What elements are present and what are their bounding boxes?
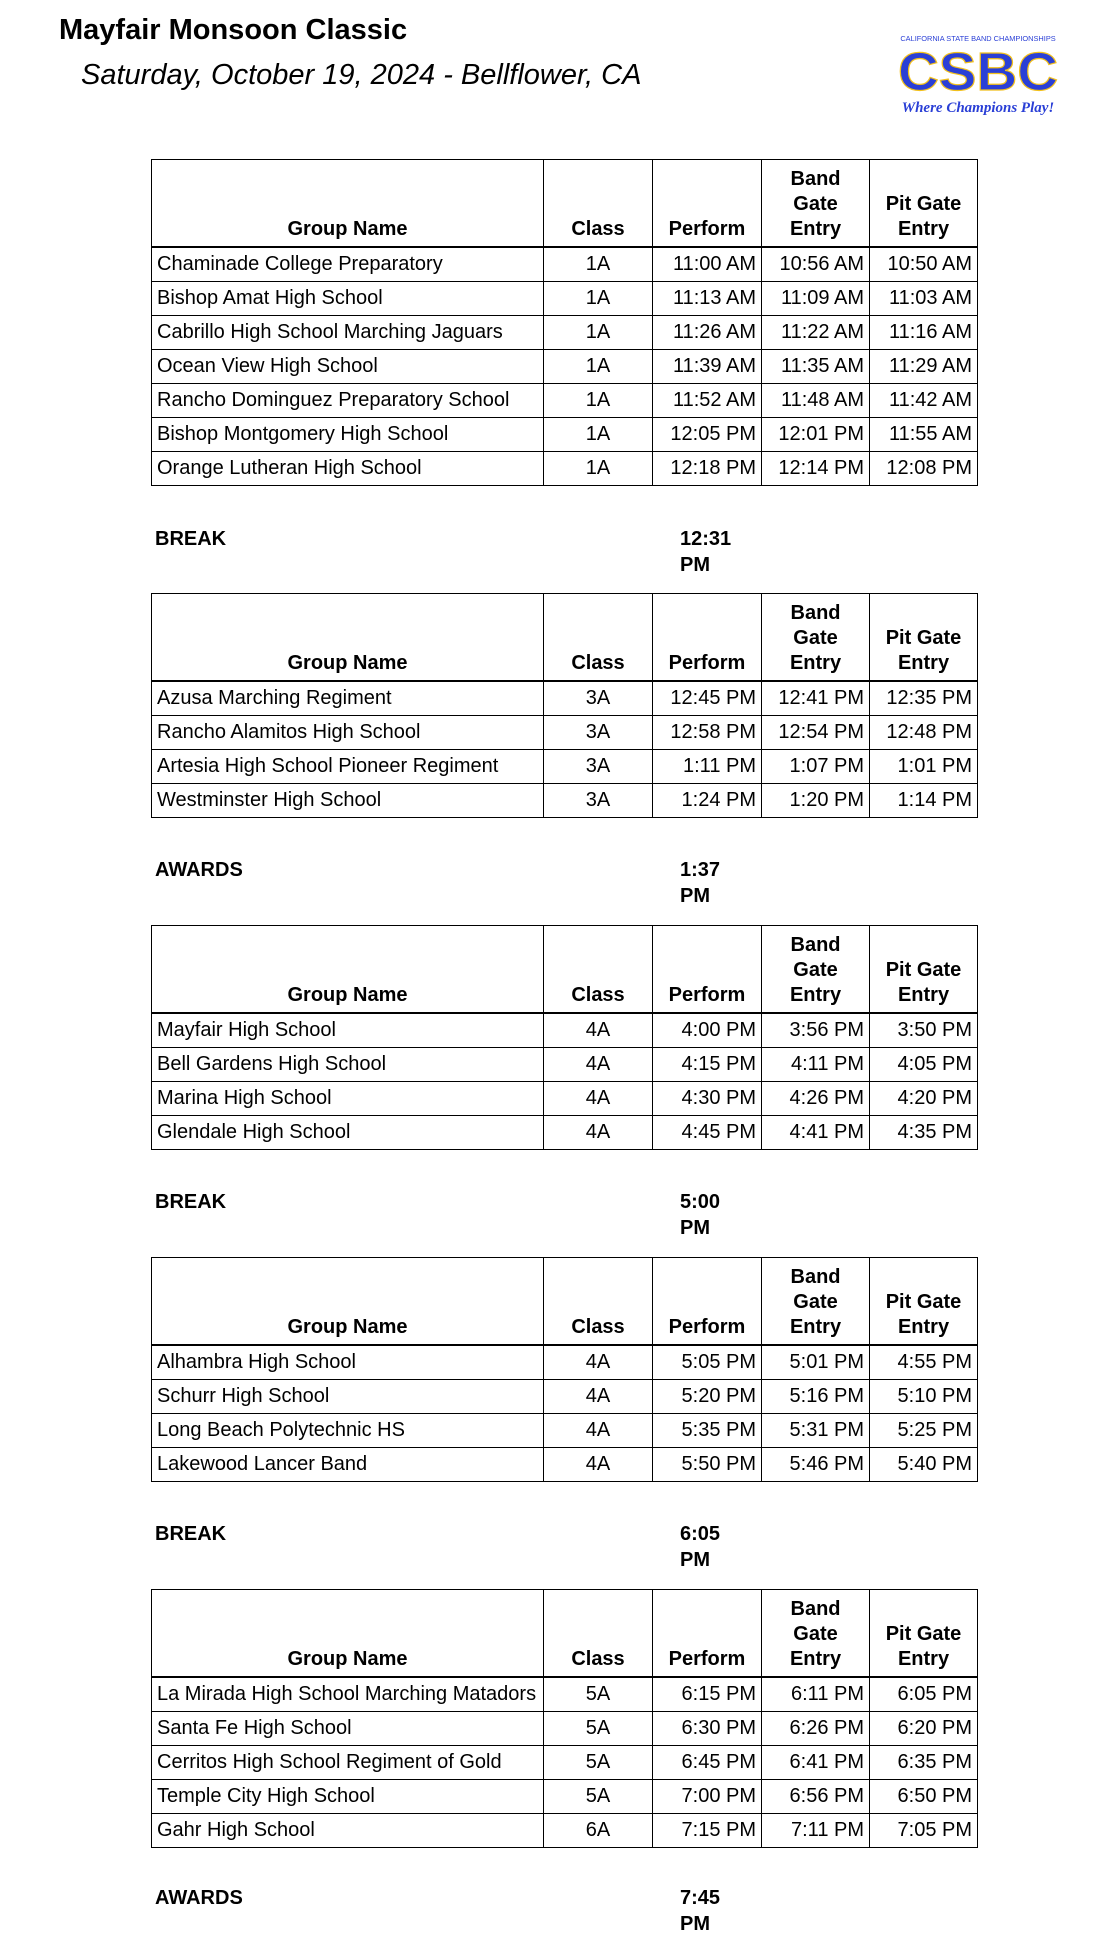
- page-title: Mayfair Monsoon Classic: [59, 14, 408, 46]
- class-cell: 1A: [544, 316, 653, 350]
- separator-time: 6:05 PM: [680, 1523, 721, 1571]
- band-gate-time-cell: 10:56 AM: [762, 247, 870, 282]
- col-header-pit-gate-entry: Pit Gate Entry: [870, 926, 978, 1014]
- col-header-band-gate-entry: Band Gate Entry: [762, 1590, 870, 1678]
- col-header-pit-gate-entry: Pit Gate Entry: [870, 1258, 978, 1346]
- band-gate-time-cell: 5:46 PM: [762, 1448, 870, 1482]
- band-gate-time-cell: 4:26 PM: [762, 1082, 870, 1116]
- perform-time-cell: 5:20 PM: [653, 1380, 762, 1414]
- group-name-cell: Gahr High School: [152, 1814, 544, 1848]
- separator-time: 7:45 PM: [680, 1887, 721, 1935]
- col-header-band-gate-entry: Band Gate Entry: [762, 926, 870, 1014]
- band-gate-time-cell: 12:41 PM: [762, 681, 870, 716]
- col-header-band-gate-entry: Band Gate Entry: [762, 160, 870, 248]
- pit-gate-time-cell: 3:50 PM: [870, 1013, 978, 1048]
- table-row: [152, 716, 978, 750]
- pit-gate-time-cell: 11:55 AM: [870, 418, 978, 452]
- separator-time: 12:31 PM: [680, 528, 732, 576]
- pit-gate-time-cell: 4:05 PM: [870, 1048, 978, 1082]
- table-row: [152, 1448, 978, 1482]
- group-name-cell: Schurr High School: [152, 1380, 544, 1414]
- separator-time: 5:00 PM: [680, 1191, 721, 1239]
- group-name-cell: Chaminade College Preparatory: [152, 247, 544, 282]
- pit-gate-time-cell: 4:20 PM: [870, 1082, 978, 1116]
- separator-label: BREAK: [155, 1523, 227, 1545]
- schedule-block: [151, 593, 977, 818]
- group-name-cell: Westminster High School: [152, 784, 544, 818]
- table-row: [152, 1780, 978, 1814]
- col-header-perform: Perform: [653, 160, 762, 248]
- col-header-class: Class: [544, 1258, 653, 1346]
- schedule-table: [151, 1589, 978, 1848]
- table-row: [152, 1345, 978, 1380]
- band-gate-time-cell: 7:11 PM: [762, 1814, 870, 1848]
- group-name-cell: Temple City High School: [152, 1780, 544, 1814]
- perform-time-cell: 12:05 PM: [653, 418, 762, 452]
- separator-time: 1:37 PM: [680, 859, 721, 907]
- col-header-group-name: Group Name: [152, 1258, 544, 1346]
- band-gate-time-cell: 6:26 PM: [762, 1712, 870, 1746]
- logo-letters: CSBC: [898, 42, 1058, 102]
- pit-gate-time-cell: 1:01 PM: [870, 750, 978, 784]
- group-name-cell: Ocean View High School: [152, 350, 544, 384]
- class-cell: 3A: [544, 750, 653, 784]
- band-gate-time-cell: 1:20 PM: [762, 784, 870, 818]
- perform-time-cell: 12:58 PM: [653, 716, 762, 750]
- perform-time-cell: 11:13 AM: [653, 282, 762, 316]
- table-row: [152, 1082, 978, 1116]
- class-cell: 1A: [544, 282, 653, 316]
- class-cell: 4A: [544, 1345, 653, 1380]
- page-subtitle: Saturday, October 19, 2024 - Bellflower, CA: [81, 59, 642, 91]
- class-cell: 4A: [544, 1013, 653, 1048]
- table-row: [152, 1712, 978, 1746]
- group-name-cell: Bell Gardens High School: [152, 1048, 544, 1082]
- class-cell: 5A: [544, 1712, 653, 1746]
- perform-time-cell: 1:11 PM: [653, 750, 762, 784]
- band-gate-time-cell: 5:31 PM: [762, 1414, 870, 1448]
- schedule-table: [151, 1257, 978, 1482]
- group-name-cell: Bishop Amat High School: [152, 282, 544, 316]
- table-row: [152, 418, 978, 452]
- header-row: [152, 1258, 978, 1346]
- band-gate-time-cell: 5:01 PM: [762, 1345, 870, 1380]
- pit-gate-time-cell: 6:35 PM: [870, 1746, 978, 1780]
- perform-time-cell: 12:18 PM: [653, 452, 762, 486]
- schedule-block: [151, 1589, 977, 1848]
- col-header-class: Class: [544, 1590, 653, 1678]
- col-header-pit-gate-entry: Pit Gate Entry: [870, 1590, 978, 1678]
- table-row: [152, 784, 978, 818]
- pit-gate-time-cell: 6:20 PM: [870, 1712, 978, 1746]
- band-gate-time-cell: 4:11 PM: [762, 1048, 870, 1082]
- schedule-table: [151, 593, 978, 818]
- class-cell: 5A: [544, 1780, 653, 1814]
- schedule-separator: [155, 1189, 755, 1239]
- pit-gate-time-cell: 11:03 AM: [870, 282, 978, 316]
- group-name-cell: Cabrillo High School Marching Jaguars: [152, 316, 544, 350]
- pit-gate-time-cell: 7:05 PM: [870, 1814, 978, 1848]
- group-name-cell: Santa Fe High School: [152, 1712, 544, 1746]
- group-name-cell: Artesia High School Pioneer Regiment: [152, 750, 544, 784]
- class-cell: 6A: [544, 1814, 653, 1848]
- col-header-pit-gate-entry: Pit Gate Entry: [870, 160, 978, 248]
- col-header-band-gate-entry: Band Gate Entry: [762, 1258, 870, 1346]
- table-row: [152, 1677, 978, 1712]
- csbc-logo: [893, 30, 1063, 120]
- perform-time-cell: 11:00 AM: [653, 247, 762, 282]
- table-row: [152, 1048, 978, 1082]
- band-gate-time-cell: 11:09 AM: [762, 282, 870, 316]
- group-name-cell: Azusa Marching Regiment: [152, 681, 544, 716]
- class-cell: 3A: [544, 784, 653, 818]
- col-header-pit-gate-entry: Pit Gate Entry: [870, 594, 978, 682]
- pit-gate-time-cell: 11:42 AM: [870, 384, 978, 418]
- table-row: [152, 452, 978, 486]
- separator-label: AWARDS: [155, 1887, 243, 1909]
- pit-gate-time-cell: 5:10 PM: [870, 1380, 978, 1414]
- table-row: [152, 384, 978, 418]
- table-row: [152, 1414, 978, 1448]
- header-row: [152, 160, 978, 248]
- perform-time-cell: 7:00 PM: [653, 1780, 762, 1814]
- group-name-cell: Marina High School: [152, 1082, 544, 1116]
- perform-time-cell: 6:30 PM: [653, 1712, 762, 1746]
- band-gate-time-cell: 12:01 PM: [762, 418, 870, 452]
- class-cell: 1A: [544, 350, 653, 384]
- pit-gate-time-cell: 1:14 PM: [870, 784, 978, 818]
- pit-gate-time-cell: 4:35 PM: [870, 1116, 978, 1150]
- schedule-separator: [155, 857, 755, 907]
- table-row: [152, 1380, 978, 1414]
- group-name-cell: Rancho Dominguez Preparatory School: [152, 384, 544, 418]
- schedule-block: [151, 1257, 977, 1482]
- pit-gate-time-cell: 4:55 PM: [870, 1345, 978, 1380]
- col-header-perform: Perform: [653, 926, 762, 1014]
- perform-time-cell: 7:15 PM: [653, 1814, 762, 1848]
- pit-gate-time-cell: 12:08 PM: [870, 452, 978, 486]
- class-cell: 5A: [544, 1746, 653, 1780]
- group-name-cell: La Mirada High School Marching Matadors: [152, 1677, 544, 1712]
- perform-time-cell: 4:15 PM: [653, 1048, 762, 1082]
- col-header-class: Class: [544, 160, 653, 248]
- col-header-group-name: Group Name: [152, 160, 544, 248]
- col-header-class: Class: [544, 594, 653, 682]
- schedule-table: [151, 925, 978, 1150]
- perform-time-cell: 6:15 PM: [653, 1677, 762, 1712]
- header-row: [152, 926, 978, 1014]
- separator-label: BREAK: [155, 1191, 227, 1213]
- table-row: [152, 1746, 978, 1780]
- schedule-block: [151, 925, 977, 1150]
- schedule-separator: [155, 526, 755, 576]
- class-cell: 4A: [544, 1082, 653, 1116]
- band-gate-time-cell: 11:35 AM: [762, 350, 870, 384]
- class-cell: 1A: [544, 247, 653, 282]
- class-cell: 1A: [544, 384, 653, 418]
- col-header-perform: Perform: [653, 1258, 762, 1346]
- class-cell: 3A: [544, 681, 653, 716]
- perform-time-cell: 1:24 PM: [653, 784, 762, 818]
- perform-time-cell: 5:05 PM: [653, 1345, 762, 1380]
- band-gate-time-cell: 12:54 PM: [762, 716, 870, 750]
- band-gate-time-cell: 5:16 PM: [762, 1380, 870, 1414]
- class-cell: 4A: [544, 1448, 653, 1482]
- pit-gate-time-cell: 11:29 AM: [870, 350, 978, 384]
- group-name-cell: Lakewood Lancer Band: [152, 1448, 544, 1482]
- perform-time-cell: 6:45 PM: [653, 1746, 762, 1780]
- band-gate-time-cell: 11:22 AM: [762, 316, 870, 350]
- table-row: [152, 247, 978, 282]
- schedule-block: [151, 159, 977, 486]
- separator-label: BREAK: [155, 528, 227, 550]
- class-cell: 4A: [544, 1380, 653, 1414]
- col-header-group-name: Group Name: [152, 926, 544, 1014]
- table-row: [152, 681, 978, 716]
- group-name-cell: Long Beach Polytechnic HS: [152, 1414, 544, 1448]
- group-name-cell: Orange Lutheran High School: [152, 452, 544, 486]
- perform-time-cell: 4:00 PM: [653, 1013, 762, 1048]
- band-gate-time-cell: 6:56 PM: [762, 1780, 870, 1814]
- perform-time-cell: 11:39 AM: [653, 350, 762, 384]
- pit-gate-time-cell: 5:25 PM: [870, 1414, 978, 1448]
- pit-gate-time-cell: 6:50 PM: [870, 1780, 978, 1814]
- schedule-separator: [155, 1521, 755, 1571]
- group-name-cell: Glendale High School: [152, 1116, 544, 1150]
- group-name-cell: Mayfair High School: [152, 1013, 544, 1048]
- band-gate-time-cell: 3:56 PM: [762, 1013, 870, 1048]
- class-cell: 5A: [544, 1677, 653, 1712]
- header-row: [152, 1590, 978, 1678]
- group-name-cell: Bishop Montgomery High School: [152, 418, 544, 452]
- perform-time-cell: 11:52 AM: [653, 384, 762, 418]
- pit-gate-time-cell: 12:35 PM: [870, 681, 978, 716]
- class-cell: 1A: [544, 418, 653, 452]
- pit-gate-time-cell: 12:48 PM: [870, 716, 978, 750]
- col-header-class: Class: [544, 926, 653, 1014]
- band-gate-time-cell: 6:41 PM: [762, 1746, 870, 1780]
- table-row: [152, 1013, 978, 1048]
- col-header-group-name: Group Name: [152, 594, 544, 682]
- group-name-cell: Rancho Alamitos High School: [152, 716, 544, 750]
- table-row: [152, 316, 978, 350]
- table-row: [152, 350, 978, 384]
- pit-gate-time-cell: 10:50 AM: [870, 247, 978, 282]
- class-cell: 1A: [544, 452, 653, 486]
- table-row: [152, 282, 978, 316]
- perform-time-cell: 5:50 PM: [653, 1448, 762, 1482]
- class-cell: 4A: [544, 1414, 653, 1448]
- table-row: [152, 750, 978, 784]
- perform-time-cell: 4:45 PM: [653, 1116, 762, 1150]
- pit-gate-time-cell: 5:40 PM: [870, 1448, 978, 1482]
- band-gate-time-cell: 11:48 AM: [762, 384, 870, 418]
- group-name-cell: Cerritos High School Regiment of Gold: [152, 1746, 544, 1780]
- class-cell: 4A: [544, 1048, 653, 1082]
- table-row: [152, 1116, 978, 1150]
- logo-org-text: CALIFORNIA STATE BAND CHAMPIONSHIPS: [900, 34, 1056, 43]
- perform-time-cell: 11:26 AM: [653, 316, 762, 350]
- group-name-cell: Alhambra High School: [152, 1345, 544, 1380]
- band-gate-time-cell: 6:11 PM: [762, 1677, 870, 1712]
- pit-gate-time-cell: 6:05 PM: [870, 1677, 978, 1712]
- band-gate-time-cell: 1:07 PM: [762, 750, 870, 784]
- schedule-separator: [155, 1885, 755, 1935]
- col-header-band-gate-entry: Band Gate Entry: [762, 594, 870, 682]
- band-gate-time-cell: 12:14 PM: [762, 452, 870, 486]
- logo-tagline: Where Champions Play!: [901, 100, 1055, 116]
- schedule-table: [151, 159, 978, 486]
- band-gate-time-cell: 4:41 PM: [762, 1116, 870, 1150]
- header-row: [152, 594, 978, 682]
- perform-time-cell: 5:35 PM: [653, 1414, 762, 1448]
- perform-time-cell: 12:45 PM: [653, 681, 762, 716]
- col-header-perform: Perform: [653, 594, 762, 682]
- class-cell: 3A: [544, 716, 653, 750]
- perform-time-cell: 4:30 PM: [653, 1082, 762, 1116]
- col-header-group-name: Group Name: [152, 1590, 544, 1678]
- class-cell: 4A: [544, 1116, 653, 1150]
- separator-label: AWARDS: [155, 859, 243, 881]
- col-header-perform: Perform: [653, 1590, 762, 1678]
- table-row: [152, 1814, 978, 1848]
- pit-gate-time-cell: 11:16 AM: [870, 316, 978, 350]
